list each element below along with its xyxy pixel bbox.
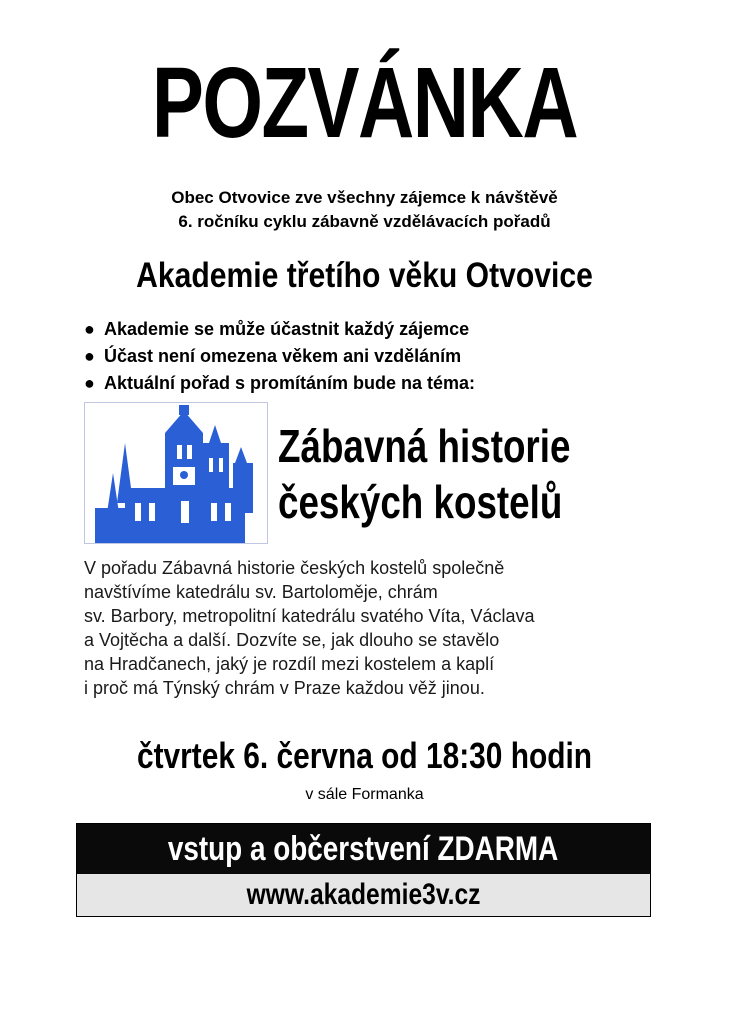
bullet-icon: ● <box>84 346 95 366</box>
list-item: ● Akademie se může účastnit každý zájemce <box>84 316 475 343</box>
description-line: na Hradčanech, jaký je rozdíl mezi kostelem a kaplí <box>84 654 495 674</box>
description-line: i proč má Týnský chrám v Praze každou věž jinou. <box>84 678 485 698</box>
free-entry-text: vstup a občerstvení ZDARMA <box>77 824 650 874</box>
description-paragraph <box>84 556 644 700</box>
topic-title <box>278 418 570 530</box>
description-line: sv. Barbory, metropolitní katedrálu svatého Víta, Václava <box>84 606 535 626</box>
topic-line-2: českých kostelů <box>278 476 563 528</box>
list-item: ● Aktuální pořad s promítáním bude na téma: <box>84 370 475 397</box>
event-date: čtvrtek 6. června od 18:30 hodin <box>136 735 593 776</box>
bullet-list <box>84 316 475 397</box>
cathedral-image <box>84 402 268 544</box>
intro-line-1: Obec Otvovice zve všechny zájemce k návštěvě <box>171 188 558 207</box>
bullet-icon: ● <box>84 319 95 339</box>
intro-text <box>0 186 729 234</box>
intro-line-2: 6. ročníku cyklu zábavně vzdělávacích pořadů <box>178 212 551 231</box>
cathedral-icon <box>85 403 267 543</box>
website-link[interactable]: www.akademie3v.cz <box>77 874 650 916</box>
section-heading: Akademie třetího věku Otvovice <box>136 256 593 295</box>
event-venue: v sále Formanka <box>305 786 424 803</box>
admission-banner <box>76 823 651 917</box>
topic-line-1: Zábavná historie <box>278 420 571 472</box>
description-line: V pořadu Zábavná historie českých kostelů společně <box>84 558 505 578</box>
list-item: ● Účast není omezena věkem ani vzděláním <box>84 343 475 370</box>
page-title: POZVÁNKA <box>151 47 578 159</box>
description-line: navštívíme katedrálu sv. Bartoloměje, chrám <box>84 582 438 602</box>
description-line: a Vojtěcha a další. Dozvíte se, jak dlouho se stavělo <box>84 630 500 650</box>
bullet-icon: ● <box>84 373 95 393</box>
